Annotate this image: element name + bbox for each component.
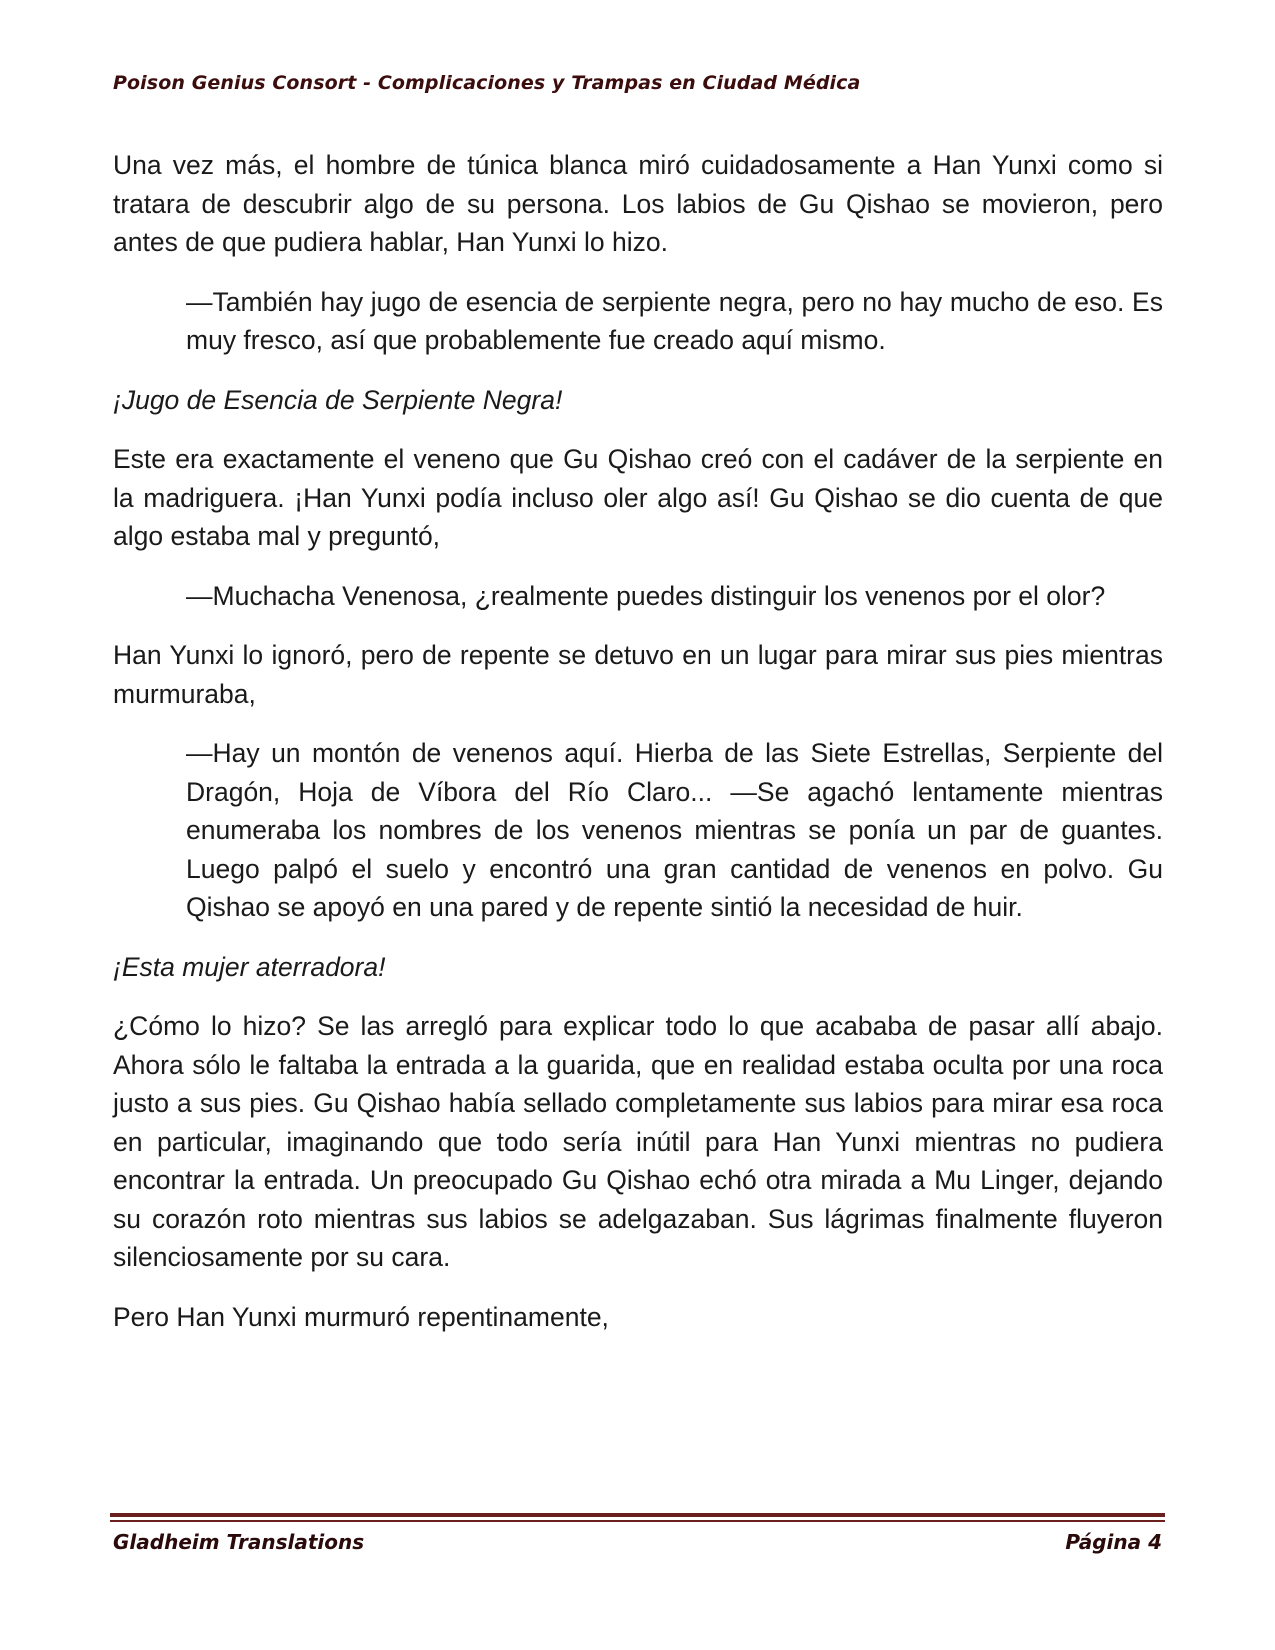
thought-paragraph: ¡Esta mujer aterradora! [113,951,386,982]
dialogue-paragraph: —También hay jugo de esencia de serpiente negra, pero no hay mucho de eso. Es muy fresco, así que probablemente fue creado aquí mismo. [186,286,1163,355]
narration-paragraph: ¿Cómo lo hizo? Se las arregló para explicar todo lo que acababa de pasar allí abajo. Ahora sólo le faltaba la entrada a la guarida, que en realidad estaba oculta por una roca justo a sus pies. Gu Qishao había sellado completamente sus labios para mirar esa roca en particular, imaginando que todo sería inútil para Han Yunxi mientras no pudiera encontrar la entrada. Un preocupado Gu Qishao echó otra mirada a Mu Linger, dejando su corazón roto mientras sus labios se adelgazaban. Sus lágrimas finalmente fluyeron silenciosamente por su cara. [113,1011,1163,1272]
dialogue-paragraph: —Hay un montón de venenos aquí. Hierba de las Siete Estrellas, Serpiente del Dragón, Hoja de Víbora del Río Claro... —Se agachó lentamente mientras enumeraba los nombres de los venenos mientras se ponía un par de guantes. Luego palpó el suelo y encontró una gran cantidad de venenos en polvo. Gu Qishao se apoyó en una pared y de repente sintió la necesidad de huir. [186,738,1163,922]
page-body [113,146,1163,1357]
narration-paragraph: Este era exactamente el veneno que Gu Qishao creó con el cadáver de la serpiente en la madriguera. ¡Han Yunxi podía incluso oler algo así! Gu Qishao se dio cuenta de que algo estaba mal y preguntó, [113,444,1163,551]
thought-paragraph: ¡Jugo de Esencia de Serpiente Negra! [113,384,563,415]
footer-divider-thin [110,1520,1165,1522]
footer-publisher: Gladheim Translations [113,1530,365,1554]
running-header: Poison Genius Consort - Complicaciones y Trampas en Ciudad Médica [113,72,861,94]
narration-paragraph: Una vez más, el hombre de túnica blanca miró cuidadosamente a Han Yunxi como si tratara de descubrir algo de su persona. Los labios de Gu Qishao se movieron, pero antes de que pudiera hablar, Han Yunxi lo hizo. [113,150,1163,257]
narration-paragraph: Pero Han Yunxi murmuró repentinamente, [113,1301,609,1332]
narration-paragraph: Han Yunxi lo ignoró, pero de repente se detuvo en un lugar para mirar sus pies mientras murmuraba, [113,640,1163,709]
dialogue-paragraph: —Muchacha Venenosa, ¿realmente puedes distinguir los venenos por el olor? [186,580,1106,611]
page-number: Página 4 [1065,1530,1162,1554]
footer-divider [110,1513,1165,1517]
